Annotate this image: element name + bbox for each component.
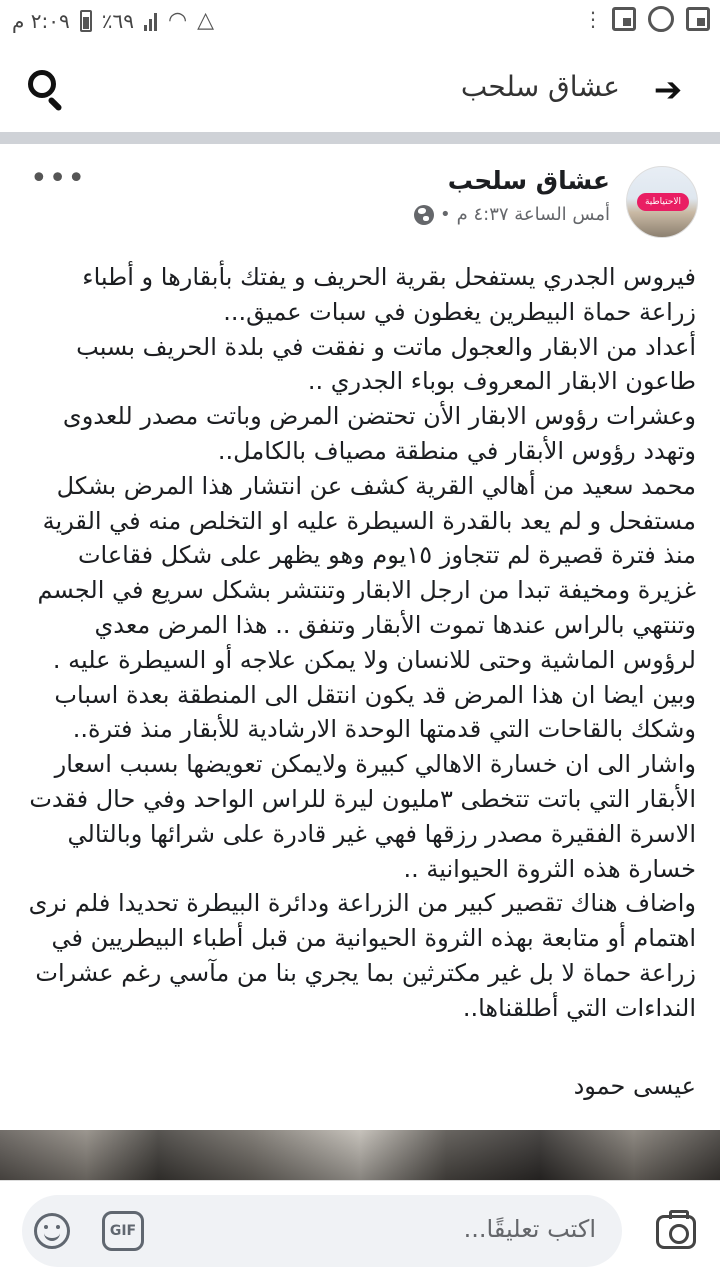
status-right (583, 6, 710, 32)
page-title: عشاق سلحب (460, 70, 620, 103)
avatar[interactable] (626, 166, 698, 238)
post-timestamp[interactable]: أمس الساعة ٤:٣٧ م (456, 204, 610, 225)
facebook-icon (686, 7, 710, 31)
post-paragraph: فيروس الجدري يستفحل بقرية الحريف و يفتك بأبقارها و أطباء زراعة حماة البيطرين يغطون في سبات عميق... (82, 263, 696, 326)
post-meta (414, 204, 610, 225)
post-author[interactable]: عشاق سلحب (447, 166, 610, 195)
emoji-icon[interactable] (34, 1213, 70, 1249)
meta-separator: • (439, 204, 451, 225)
more-dots-icon[interactable]: ••• (30, 161, 87, 196)
signal-icon (144, 11, 158, 31)
post-paragraph: محمد سعيد من أهالي القرية كشف عن انتشار هذا المرض بشكل مستفحل و لم يعد بالقدرة السيطرة عليه او التخلص منه في القرية منذ فترة قصيرة لم تتجاوز ١٥يوم وهو يظهر على شكل فقاعات غزيرة ومخيفة تبدا من ارجل الابقار وتنتشر بشكل سريع في الجسم وتنتهي بالراس عندها تموت الأبقار وتنفق .. هذا المرض معدي لرؤوس الماشية وحتى للانسان ولا يمكن علاجه أو السيطرة عليه . وبين ايضا ان هذا المرض قد يكون انتقل الى المنطقة بعدة اسباب وشكك بالقاحات التي قدمتها الوحدة الارشادية للأبقار منذ فترة.. (37, 471, 696, 744)
post-signature: عيسى حمود (573, 1072, 696, 1100)
battery-percent: ٪٦٩ (101, 8, 134, 33)
post-body (18, 260, 696, 1026)
clock: ٢:٠٩ م (12, 8, 70, 33)
post-paragraph: واشار الى ان خسارة الاهالي كبيرة ولايمكن تعويضها بسبب اسعار الأبقار التي باتت تتخطى ٣مليون ليرة للراس الواحد وفي حال فقدت الاسرة الفقيرة مصدر رزقها فهي غير قادرة على شرائها وبالتالي خسارة هذه الثروة الحيوانية .. (29, 750, 696, 883)
whatsapp-icon (648, 6, 674, 32)
gif-icon[interactable]: GIF (102, 1211, 144, 1251)
post-paragraph: واضاف هناك تقصير كبير من الزراعة ودائرة البيطرة تحديدا فلم نرى اهتمام أو متابعة بهذه الثروة الحيوانية من قبل أطباء البيطريين في زراعة حماة لا بل غير مكترثين بما يجري بنا من مآسي رغم عشرات النداءات التي أطلقناها.. (28, 889, 696, 1022)
app-header (0, 44, 720, 132)
arrow-right-icon[interactable]: ➔ (653, 70, 683, 110)
avatar-badge: الاحتياطية (637, 193, 689, 211)
post-paragraph: وعشرات رؤوس الابقار الأن تحتضن المرض وباتت مصدر للعدوى وتهدد رؤوس الأبقار في منطقة مصياف بالكامل.. (62, 402, 696, 465)
camera-icon[interactable] (656, 1215, 696, 1249)
wifi-icon: ◠ (167, 8, 188, 33)
header-divider (0, 132, 720, 144)
post-image[interactable] (0, 1130, 720, 1180)
recycle-icon: △ (197, 8, 215, 33)
flipboard-icon (612, 7, 636, 31)
notification-dots-icon: ⋮ (583, 7, 600, 31)
comment-input[interactable] (22, 1195, 622, 1267)
post-paragraph: أعداد من الابقار والعجول ماتت و نفقت في بلدة الحريف بسبب طاعون الابقار المعروف بوباء الجدري .. (76, 332, 696, 396)
comment-bar (0, 1180, 720, 1280)
post-card (0, 144, 720, 1180)
battery-icon (80, 10, 92, 32)
status-bar (0, 0, 720, 44)
comment-placeholder: اكتب تعليقًا... (463, 1215, 596, 1243)
globe-icon (414, 205, 434, 225)
search-icon[interactable] (22, 66, 70, 114)
status-left (12, 8, 214, 33)
